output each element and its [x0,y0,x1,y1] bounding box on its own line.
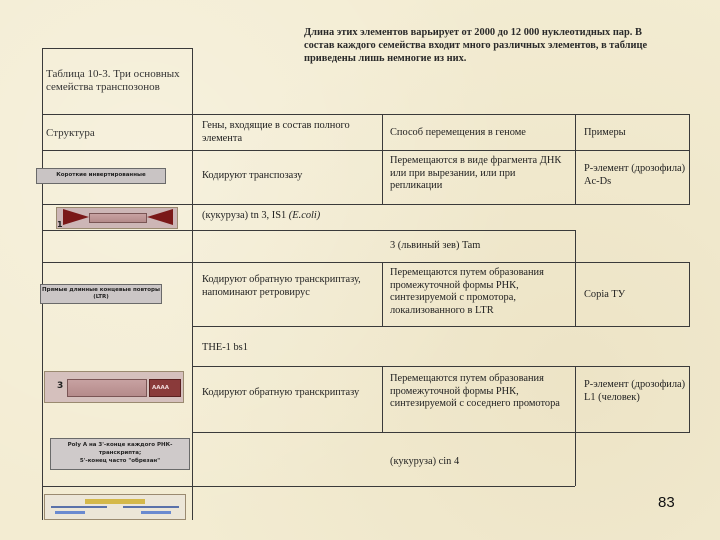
row1-genes: Кодируют транспозазу [202,170,303,181]
diagram-label: Poly A на 3'-конце каждого РНК- [67,442,173,448]
row3-extra: (кукуруза) cin 4 [390,456,460,467]
grid-line [382,366,383,432]
grid-line [42,150,690,151]
schematic-svg [45,495,185,519]
grid-line [382,114,383,204]
row2-extra: THE-1 bs1 [202,342,248,353]
diagram-label: 3 [57,381,64,391]
polya-block [149,379,181,397]
table-title: Таблица 10-3. Три основных семейства транспозонов [46,68,180,93]
grid-line [192,432,690,433]
retroposon-body [67,379,147,397]
grid-line [42,262,690,263]
diagram-polya-note [50,438,190,470]
diagram-label: Короткие инвертированные [56,172,146,178]
grid-line [689,262,690,326]
polya-label: AAAA [152,385,170,391]
row2-examples: Copia ТУ [584,289,626,300]
grid-line [575,230,576,326]
grid-line [689,366,690,432]
row1-extra-prefix: (кукуруза) tn 3, IS1 [202,210,289,221]
grid-line [192,326,690,327]
row1-extra [202,210,502,223]
row1-marker: 1 [57,220,63,229]
diagram-retroposon [44,371,184,403]
diagram-label: транскрипта; [98,450,142,456]
diagram-dna-transposon [56,207,178,229]
arrow-right-icon [63,209,89,225]
header-method: Способ перемещения в геноме [390,127,526,138]
grid-line [42,204,690,205]
header-examples: Примеры [584,127,626,138]
schematic-block [55,511,85,514]
header-structure: Структура [46,127,95,139]
row2-method: Перемещаются путем образования промежуточной формы РНК, синтезируемой с промотора, локализованного в LTR [390,267,544,316]
diagram-label: Прямые длинные концевые повторы [42,287,160,293]
row3-genes: Кодируют обратную транскриптазу [202,387,360,398]
row1-extra-italic: (E.coli) [288,210,321,221]
grid-line [42,114,690,115]
page-number: 83 [658,494,675,511]
diagram-ltr [40,284,162,304]
row1b-examples: 3 (львиный зев) Tam [390,240,481,251]
diagram-label: 5'-конец часто "обрезан" [79,458,161,464]
schematic-block [85,499,145,504]
row1-examples: Р-элемент (дрозофила) Ac-Ds [584,163,686,187]
grid-line [575,366,576,486]
row2-genes: Кодируют обратную транскриптазу, напоминают ретровирус [202,274,361,298]
grid-line [42,486,575,487]
row3-examples: Р-элемент (дрозофила) L1 (человек) [584,379,686,403]
transposon-body [89,213,147,223]
diagram-label: (LTR) [93,294,109,300]
schematic-block [141,511,171,514]
header-genes: Гены, входящие в состав полного элемента [202,120,350,144]
row1-method: Перемещаются в виде фрагмента ДНК или при вырезании, или при репликации [390,155,562,192]
diagram-line-schematic [44,494,186,520]
diagram-inverted-repeats [36,168,166,184]
grid-line [689,114,690,204]
grid-line [192,366,690,367]
grid-line [192,48,193,520]
header-note: Длина этих элементов варьирует от 2000 до 12 000 нуклеотидных пар. В состав каждого семейства входит много различных элементов, в таблице приведены лишь немногие из них. [304,27,648,65]
arrow-left-icon [147,209,173,225]
grid-line [42,48,192,49]
grid-line [382,262,383,326]
grid-line [42,230,575,231]
row3-method: Перемещаются путем образования промежуточной формы РНК, синтезируемой с соседнего промотора [390,373,560,410]
grid-line [575,114,576,204]
